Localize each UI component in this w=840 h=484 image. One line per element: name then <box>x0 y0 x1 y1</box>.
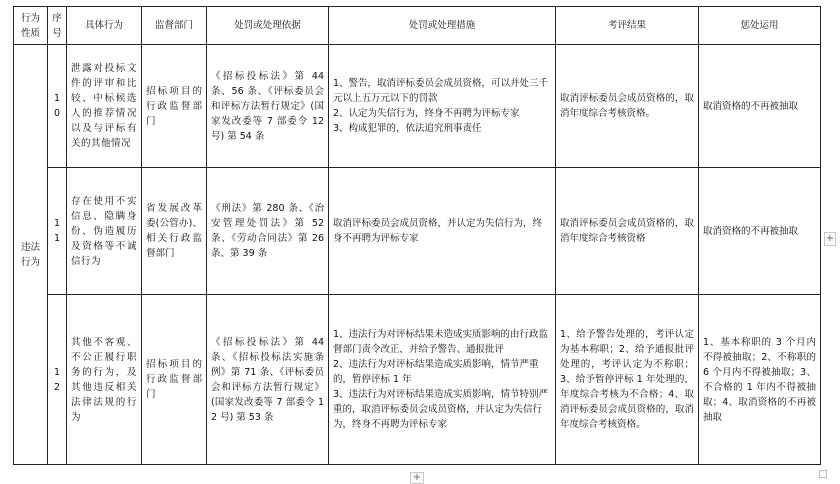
evaluation-cell: 取消评标委员会成员资格的，取消年度综合考核资格。 <box>556 45 699 168</box>
penalty-use-cell: 取消资格的不再被抽取 <box>699 168 821 295</box>
header-behavior: 具体行为 <box>67 7 142 45</box>
basis-cell: 《刑法》第 280 条、《治安管理处罚法》第 52 条、《劳动合同法》第 26 条、第 39 条 <box>207 168 329 295</box>
header-row <box>14 7 821 45</box>
header-dept: 监督部门 <box>142 7 207 45</box>
header-basis: 处罚或处理依据 <box>207 7 329 45</box>
evaluation-cell: 取消评标委员会成员资格的，取消年度综合考核资格 <box>556 168 699 295</box>
penalty-use-cell: 取消资格的不再被抽取 <box>699 45 821 168</box>
evaluation-cell: 1、给予警告处理的，考评认定为基本称职；2、给予通报批评处理的，考评认定为不称职；3、给予暂停评标 1 年处理的，年度综合考核为不合格；4、取消评标委员会成员资格的，取消年度综合考核资格。 <box>556 295 699 465</box>
table-row <box>14 295 821 465</box>
behavior-cell: 存在使用不实信息、隐瞒身份、伪造履历及资格等不诚信行为 <box>67 168 142 295</box>
header-measures: 处罚或处理措施 <box>329 7 556 45</box>
basis-cell: 《招标投标法》第 44 条、《招标投标法实施条例》第 71 条、《评标委员会和评标方法暂行规定》(国家发改委等 7 部委令 12 号) 第 53 条 <box>207 295 329 465</box>
basis-cell: 《招标投标法》第 44 条、56 条、《评标委员会和评标方法暂行规定》(国家发改委等 7 部委令 12 号) 第 54 条 <box>207 45 329 168</box>
dept-cell: 省发展改革委(公管办)、相关行政监督部门 <box>142 168 207 295</box>
table-row <box>14 168 821 295</box>
header-penalty-use: 惩处运用 <box>699 7 821 45</box>
seq-cell: 12 <box>48 295 67 465</box>
add-column-button[interactable]: + <box>825 233 835 244</box>
seq-cell: 11 <box>48 168 67 295</box>
rules-table <box>13 6 821 465</box>
measures-cell: 1、违法行为对评标结果未造成实质影响的由行政监督部门责令改正，并给予警告、通报批评 2、违法行为对评标结果造成实质影响，情节严重的，暂停评标 1 年 3、违法行为对评标结果造成实质影响，情节特别严重的，取消评标委员会成员资格，并认定为失信行为，终身不再聘为评标专家 <box>329 295 556 465</box>
header-nature: 行为 性质 <box>14 7 48 45</box>
measures-cell: 1、警告，取消评标委员会成员资格，可以并处三千元以上五万元以下的罚款 2、认定为失信行为，终身不再聘为评标专家 3、构成犯罪的，依法追究刑事责任 <box>329 45 556 168</box>
nature-cell: 违法 行为 <box>14 45 48 465</box>
measures-cell: 取消评标委员会成员资格，并认定为失信行为，终身不再聘为评标专家 <box>329 168 556 295</box>
header-seq: 序 号 <box>48 7 67 45</box>
table-resize-handle[interactable] <box>819 470 827 478</box>
behavior-cell: 泄露对投标文件的评审和比较、中标候选人的推荐情况以及与评标有关的其他情况 <box>67 45 142 168</box>
dept-cell: 招标项目的行政监督部门 <box>142 295 207 465</box>
add-row-button[interactable]: + <box>410 472 424 484</box>
behavior-cell: 其他不客观、不公正履行职务的行为，及其他违反相关法律法规的行为 <box>67 295 142 465</box>
penalty-use-cell: 1、基本称职的 3 个月内不得被抽取；2、不称职的 6 个月内不得被抽取；3、不合格的 1 年内不得被抽取；4、取消资格的不再被抽取 <box>699 295 821 465</box>
dept-cell: 招标项目的行政监督部门 <box>142 45 207 168</box>
header-evaluation: 考评结果 <box>556 7 699 45</box>
table-row <box>14 45 821 168</box>
seq-cell: 10 <box>48 45 67 168</box>
